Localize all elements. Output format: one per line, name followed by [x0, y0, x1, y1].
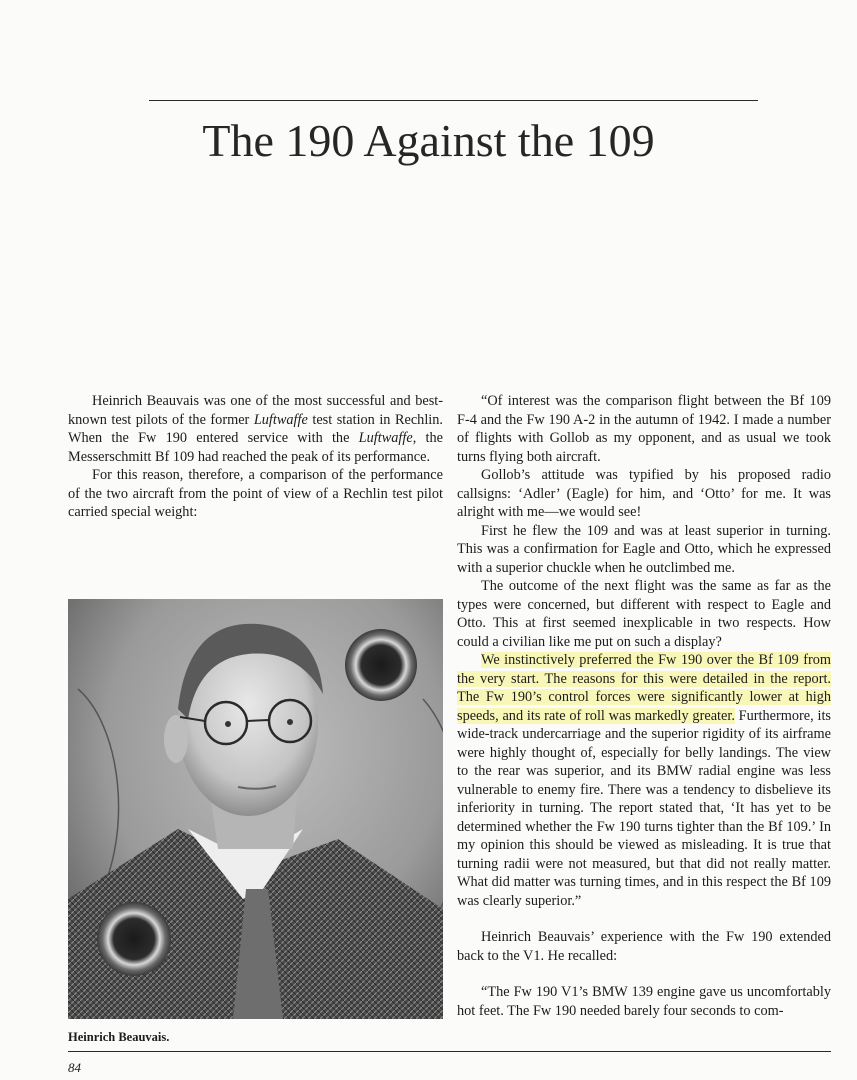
text-run: Heinrich Beauvais was one of the most successful and best-known test pilots of the former	[68, 393, 443, 428]
left-paragraph-1	[68, 392, 443, 466]
text-run: , the Messerschmitt Bf 109 had reached the peak of its performance.	[68, 430, 443, 465]
right-paragraph-5-rest: Furthermore, its wide-track undercarriage and the superior rigidity of its airframe were highly thought of, especially for belly landings. The view to the rear was superior, and its BMW radial engine was less vulnerable to enemy fire. There was a tendency to disbelieve its inferiority in turning. The report stated that, ‘It has yet to be determined whether the Fw 190 turns tighter than the Bf 109.’ In my opinion this should be viewed as misleading. It is true that turning radii were not measured, but that did not really matter. What did matter was turning times, and in this respect the Bf 109 was clearly superior.”	[457, 707, 831, 909]
highlighted-text: We instinctively preferred the Fw 190 over the Bf 109 from the very start. The reasons for this were detailed in the report. The Fw 190’s control forces were significantly lower at high speeds, and its rate of roll was markedly greater.	[457, 652, 831, 724]
photo-caption: Heinrich Beauvais.	[68, 1030, 170, 1044]
page-title: The 190 Against the 109	[202, 115, 655, 166]
left-column	[68, 392, 443, 522]
italic-term: Luftwaffe	[358, 430, 413, 446]
portrait-photo	[68, 599, 443, 1019]
right-paragraph-1: “Of interest was the comparison flight between the Bf 109 F-4 and the Fw 190 A-2 in the autumn of 1942. I made a number of flights with Gollob as my opponent, and as usual we took turns flying both aircraft.	[457, 393, 831, 465]
right-paragraph-5	[457, 651, 831, 910]
right-paragraph-3: First he flew the 109 and was at least superior in turning. This was a confirmation for Eagle and Otto, which he expressed with a superior chuckle when he outclimbed me.	[457, 522, 831, 576]
right-paragraph-2: Gollob’s attitude was typified by his proposed radio callsigns: ‘Adler’ (Eagle) for him, and ‘Otto’ for me. It was alright with me—we would see!	[457, 467, 831, 520]
right-paragraph-7: “The Fw 190 V1’s BMW 139 engine gave us uncomfortably hot feet. The Fw 190 needed barely four seconds to com-	[457, 984, 831, 1019]
italic-term: Luftwaffe	[253, 411, 308, 428]
right-paragraph-4: The outcome of the next flight was the same as far as the types were concerned, but different with respect to Eagle and Otto. This at first seemed inexplicable in two respects. How could a civilian like me put on such a display?	[457, 578, 831, 650]
top-rule	[149, 100, 758, 101]
left-paragraph-2: For this reason, therefore, a comparison of the performance of the two aircraft from the point of view of a Rechlin test pilot carried special weight:	[68, 467, 443, 520]
right-column	[457, 392, 831, 1020]
text-run: test station in Rechlin. When the Fw 190 entered service with the	[68, 411, 443, 446]
page-number: 84	[68, 1060, 81, 1075]
right-paragraph-6: Heinrich Beauvais’ experience with the Fw 190 extended back to the V1. He recalled:	[457, 929, 831, 964]
bottom-rule	[68, 1051, 831, 1052]
